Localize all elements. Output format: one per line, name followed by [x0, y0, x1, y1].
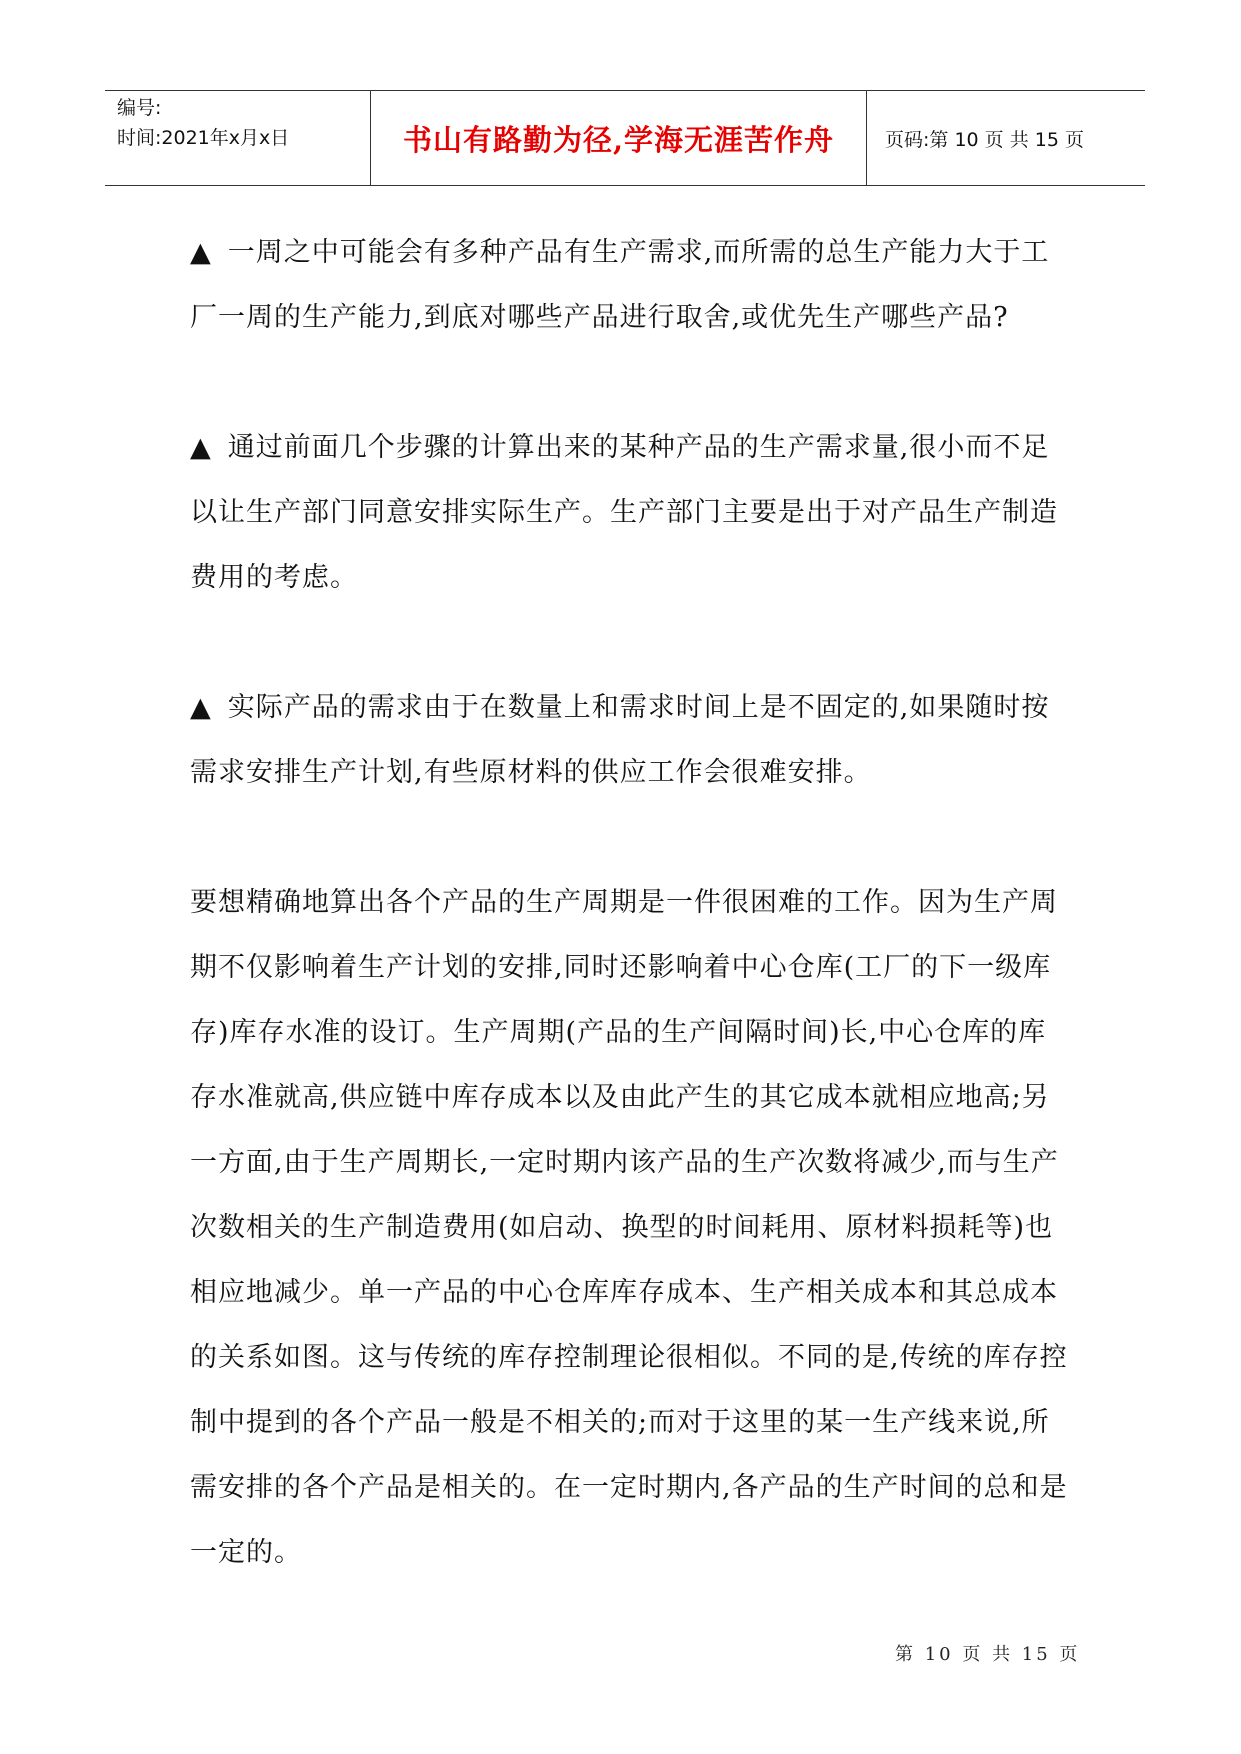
paragraph-text: 一周之中可能会有多种产品有生产需求,而所需的总生产能力大于工厂一周的生产能力,到底对哪些产品进行取舍,或优先生产哪些产品?	[190, 237, 1050, 333]
triangle-bullet-icon: ▲	[190, 692, 212, 723]
paragraph-2	[190, 415, 1070, 610]
document-body	[190, 220, 1070, 1585]
paragraph-text: 通过前面几个步骤的计算出来的某种产品的生产需求量,很小而不足以让生产部门同意安排实际生产。生产部门主要是出于对产品生产制造费用的考虑。	[190, 432, 1058, 593]
paragraph-text: 实际产品的需求由于在数量上和需求时间上是不固定的,如果随时按需求安排生产计划,有些原材料的供应工作会很难安排。	[190, 692, 1050, 788]
header-meta	[117, 93, 362, 153]
paragraph-1	[190, 220, 1070, 350]
header-time-label: 时间:2021年x月x日	[117, 127, 290, 149]
paragraph-text: 要想精确地算出各个产品的生产周期是一件很困难的工作。因为生产周期不仅影响着生产计划的安排,同时还影响着中心仓库(工厂的下一级库存)库存水准的设订。生产周期(产品的生产间隔时间)长,中心仓库的库存水准就高,供应链中库存成本以及由此产生的其它成本就相应地高;另一方面,由于生产周期长,一定时期内该产品的生产次数将减少,而与生产次数相关的生产制造费用(如启动、换型的时间耗用、原材料损耗等)也相应地减少。单一产品的中心仓库库存成本、生产相关成本和其总成本的关系如图。这与传统的库存控制理论很相似。不同的是,传统的库存控制中提到的各个产品一般是不相关的;而对于这里的某一生产线来说,所需安排的各个产品是相关的。在一定时期内,各产品的生产时间的总和是一定的。	[190, 887, 1068, 1568]
paragraph-3	[190, 675, 1070, 805]
header-page-code: 页码:第 10 页 共 15 页	[885, 128, 1084, 151]
triangle-bullet-icon: ▲	[190, 237, 212, 268]
header-motto: 书山有路勤为径,学海无涯苦作舟	[370, 91, 867, 185]
page-header	[105, 90, 1145, 186]
header-number-label: 编号:	[117, 97, 162, 119]
page-footer: 第 10 页 共 15 页	[895, 1644, 1081, 1665]
paragraph-4	[190, 870, 1070, 1585]
triangle-bullet-icon: ▲	[190, 432, 212, 463]
